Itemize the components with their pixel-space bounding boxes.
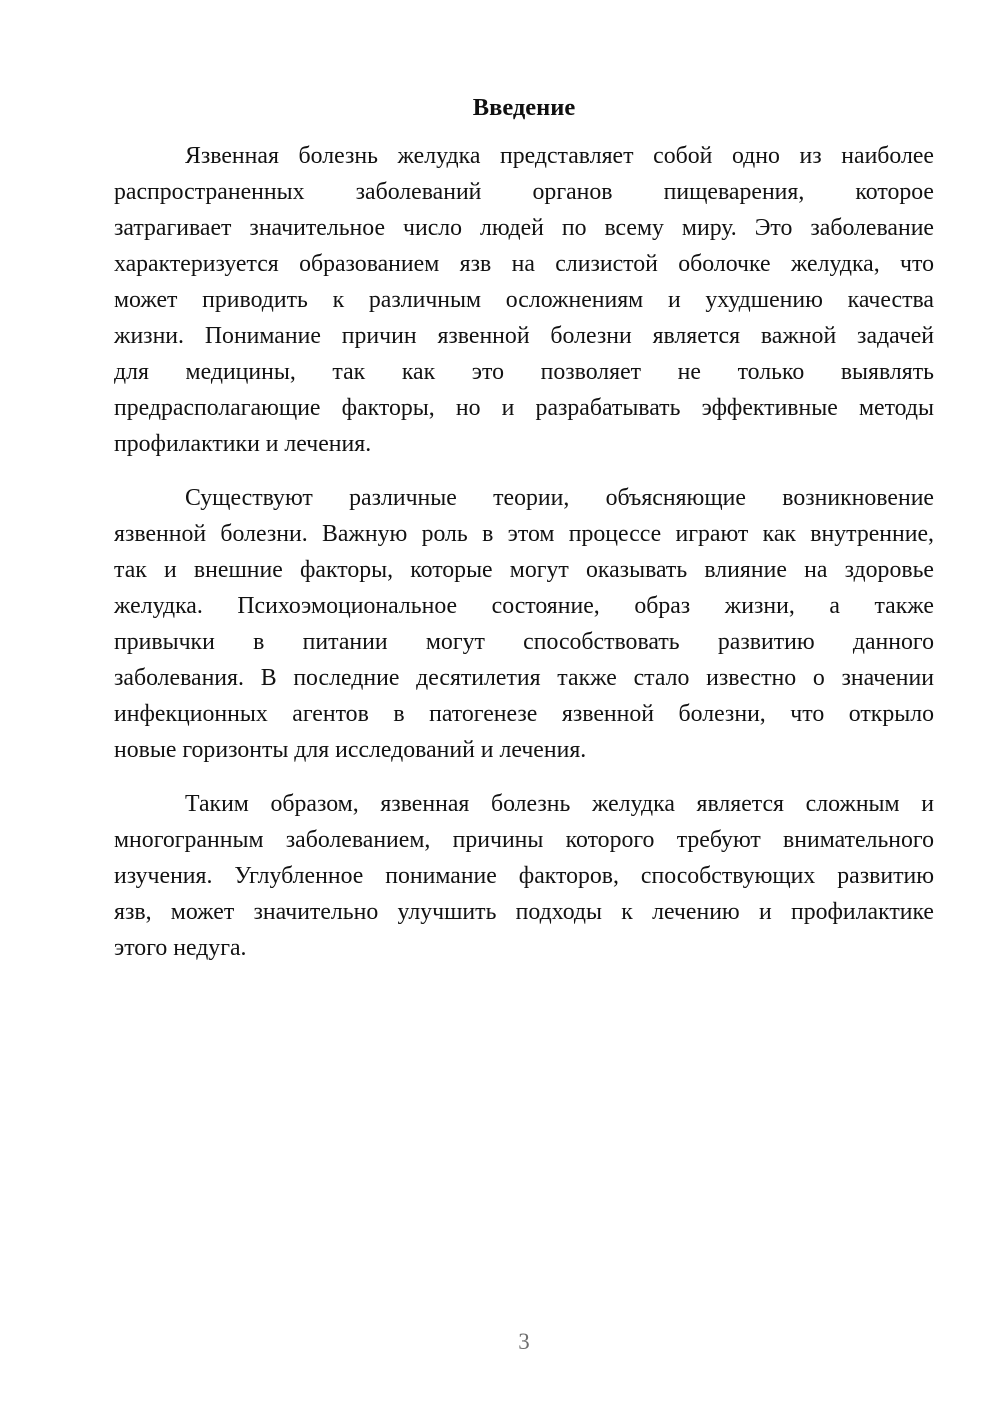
- text-line: профилактики и лечения.: [114, 431, 372, 457]
- document-body: [114, 138, 934, 966]
- text-line: предрасполагающие факторы, но и разрабатывать эффективные методы: [114, 395, 934, 421]
- text-line: изучения. Углубленное понимание факторов, способствующих развитию: [114, 863, 934, 889]
- text-line: для медицины, так как это позволяет не только выявлять: [114, 359, 934, 385]
- text-line: инфекционных агентов в патогенезе язвенной болезни, что открыло: [114, 701, 934, 727]
- paragraph: [114, 138, 934, 462]
- document-content: [114, 90, 934, 966]
- text-line: новые горизонты для исследований и лечения.: [114, 737, 587, 763]
- text-line: Существуют различные теории, объясняющие возникновение: [185, 485, 934, 511]
- text-line: язвенной болезни. Важную роль в этом процессе играют как внутренние,: [114, 521, 934, 547]
- text-line: заболевания. В последние десятилетия также стало известно о значении: [114, 665, 934, 691]
- text-line: привычки в питании могут способствовать развитию данного: [114, 629, 934, 655]
- paragraph: [114, 480, 934, 768]
- text-line: характеризуется образованием язв на слизистой оболочке желудка, что: [114, 251, 934, 277]
- page-title: Введение: [472, 94, 576, 121]
- text-line: желудка. Психоэмоциональное состояние, образ жизни, а также: [114, 593, 934, 619]
- text-line: Язвенная болезнь желудка представляет собой одно из наиболее: [185, 143, 934, 169]
- text-line: Таким образом, язвенная болезнь желудка является сложным и: [185, 791, 934, 817]
- text-line: язв, может значительно улучшить подходы к лечению и профилактике: [114, 899, 934, 925]
- text-line: жизни. Понимание причин язвенной болезни является важной задачей: [114, 323, 934, 349]
- page-number: 3: [518, 1329, 530, 1354]
- text-line: может приводить к различным осложнениям и ухудшению качества: [114, 287, 934, 313]
- text-line: этого недуга.: [114, 935, 247, 961]
- text-line: многогранным заболеванием, причины которого требуют внимательного: [114, 827, 934, 853]
- text-line: распространенных заболеваний органов пищеварения, которое: [114, 179, 934, 205]
- text-line: так и внешние факторы, которые могут оказывать влияние на здоровье: [114, 557, 934, 583]
- paragraph: [114, 786, 934, 966]
- text-line: затрагивает значительное число людей по всему миру. Это заболевание: [114, 215, 934, 241]
